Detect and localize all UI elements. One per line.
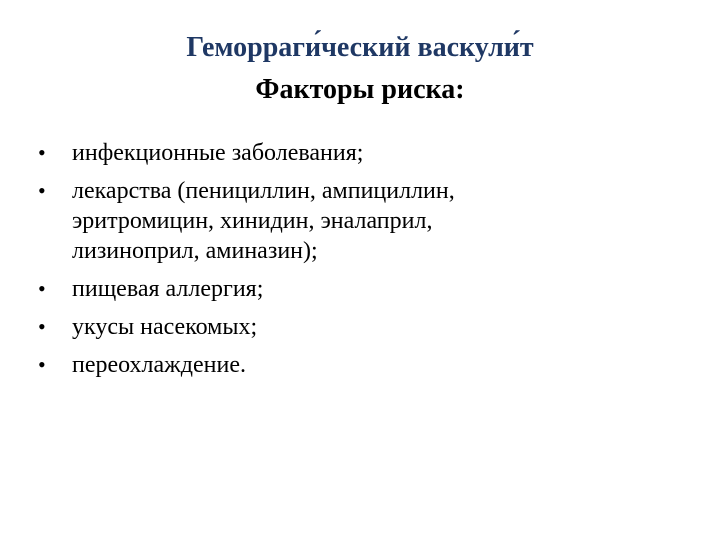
list-item-text: укусы насекомых; bbox=[72, 314, 258, 340]
list-item-text: лекарства (пенициллин, ампициллин, bbox=[72, 178, 455, 204]
bullet-icon: • bbox=[38, 314, 46, 339]
title-line-2: Факторы риска: bbox=[255, 74, 465, 105]
risk-factor-list bbox=[38, 138, 698, 388]
title-line-1: Геморраги́ческий васкули́т bbox=[186, 32, 534, 63]
list-item bbox=[38, 274, 698, 304]
list-item-text: пищевая аллергия; bbox=[72, 276, 264, 302]
bullet-icon: • bbox=[38, 352, 46, 377]
bullet-icon: • bbox=[38, 178, 46, 203]
list-item bbox=[38, 176, 698, 266]
bullet-icon: • bbox=[38, 140, 46, 165]
list-item-text: инфекционные заболевания; bbox=[72, 140, 364, 166]
list-item-text: переохлаждение. bbox=[72, 352, 246, 378]
list-item-text: эритромицин, хинидин, эналаприл, bbox=[72, 208, 433, 234]
slide-title bbox=[0, 27, 720, 111]
bullet-icon: • bbox=[38, 276, 46, 301]
list-item bbox=[38, 138, 698, 168]
list-item-text: лизиноприл, аминазин); bbox=[72, 238, 318, 264]
list-item bbox=[38, 312, 698, 342]
list-item bbox=[38, 350, 698, 380]
